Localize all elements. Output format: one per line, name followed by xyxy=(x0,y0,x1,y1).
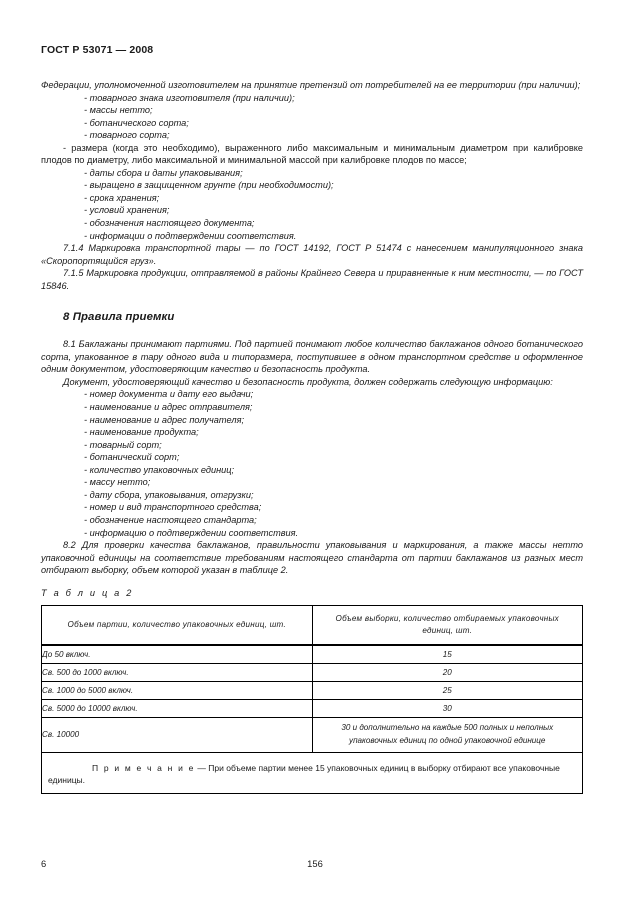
document-item: - товарный сорт; xyxy=(84,439,162,450)
cell-sample-size: 20 xyxy=(312,664,583,682)
document-item: - наименование и адрес отправителя; xyxy=(84,402,253,413)
document-item: - номер и вид транспортного средства; xyxy=(84,502,262,513)
marking-item: - условий хранения; xyxy=(84,205,170,216)
page-number: 6 xyxy=(41,858,47,869)
spacer xyxy=(41,577,583,587)
running-header-standard-designation: ГОСТ Р 53071 — 2008 xyxy=(41,44,154,56)
document-item: - ботанический сорт; xyxy=(84,452,180,463)
table-note-text: — При объеме партии менее 15 упаковочных единиц в выборку отбирают все упаковочные единицы. xyxy=(48,763,560,786)
document-item: - наименование и адрес получателя; xyxy=(84,414,245,425)
cell-lot-volume: Св. 5000 до 10000 включ. xyxy=(42,700,313,718)
marking-item: - обозначения настоящего документа; xyxy=(84,218,255,229)
document-item: - массу нетто; xyxy=(84,477,151,488)
cell-sample-size: 15 xyxy=(312,645,583,664)
marking-item: - товарного сорта; xyxy=(84,130,170,141)
marking-item: - массы нетто; xyxy=(84,105,153,116)
table-head xyxy=(42,606,583,646)
size-marking-paragraph: - размера (когда это необходимо), выраженного либо максимальным и минимальным диаметром при калибровке плодов по диаметру, либо максимальной и минимальной массой при калибровке плодов по массе; xyxy=(41,142,583,166)
document-item: - информацию о подтверждении соответствия. xyxy=(84,527,299,538)
continued-paragraph: Федерации, уполномоченной изготовителем на принятие претензий от потребителей на ее территории (при наличии); xyxy=(41,80,581,90)
document-item: - наименование продукта; xyxy=(84,427,199,438)
marking-item: - срока хранения; xyxy=(84,192,160,203)
cell-lot-volume: До 50 включ. xyxy=(42,645,313,664)
document-item: - количество упаковочных единиц; xyxy=(84,464,235,475)
cell-lot-volume: Св. 10000 xyxy=(42,718,313,753)
table-body xyxy=(42,645,583,794)
cell-sample-size: 25 xyxy=(312,682,583,700)
column-header-sample-size: Объем выборки, количество отбираемых упаковочных единиц, шт. xyxy=(312,606,583,646)
table-row xyxy=(42,645,583,664)
table-row xyxy=(42,700,583,718)
marking-item: - ботанического сорта; xyxy=(84,117,189,128)
sampling-table xyxy=(41,605,583,794)
spacer xyxy=(41,323,583,338)
marking-item: - товарного знака изготовителя (при наличии); xyxy=(84,92,295,103)
marking-item: - информации о подтверждении соответствия. xyxy=(84,230,297,241)
spacer xyxy=(41,292,583,311)
clause-8-2: 8.2 Для проверки качества баклажанов, правильности упаковывания и маркирования, а также массы нетто упаковочной единицы на соответствие требованиям настоящего стандарта от партии баклажанов из разных мест отбирают выборку, объем которой указан в таблице 2. xyxy=(41,540,583,576)
document-body-column xyxy=(41,79,583,794)
marking-item: - даты сбора и даты упаковывания; xyxy=(84,167,243,178)
document-item: - номер документа и дату его выдачи; xyxy=(84,389,254,400)
table-row xyxy=(42,718,583,753)
document-item: - дату сбора, упаковывания, отгрузки; xyxy=(84,489,254,500)
collection-page-number: 156 xyxy=(307,858,323,869)
table-row xyxy=(42,682,583,700)
clause-7-1-5: 7.1.5 Маркировка продукции, отправляемой в районы Крайнего Севера и приравненные к ним местности, — по ГОСТ 15846. xyxy=(41,268,583,291)
clause-7-1-4: 7.1.4 Маркировка транспортной тары — по ГОСТ 14192, ГОСТ Р 51474 с нанесением манипуляционного знака «Скоропортящийся груз». xyxy=(41,243,583,266)
table-note-row xyxy=(42,753,583,794)
table-header-row xyxy=(42,606,583,646)
cell-lot-volume: Св. 500 до 1000 включ. xyxy=(42,664,313,682)
document-requirements-intro: Документ, удостоверяющий качество и безопасность продукта, должен содержать следующую информацию: xyxy=(63,376,553,387)
section-heading-8: 8 Правила приемки xyxy=(63,311,175,324)
cell-sample-size: 30 и дополнительно на каждые 500 полных и неполных упаковочных единиц по одной упаковочной единице xyxy=(312,718,583,753)
cell-lot-volume: Св. 1000 до 5000 включ. xyxy=(42,682,313,700)
table-note-cell xyxy=(42,753,583,794)
table-row xyxy=(42,664,583,682)
cell-sample-size: 30 xyxy=(312,700,583,718)
clause-8-1: 8.1 Баклажаны принимают партиями. Под партией понимают любое количество баклажанов одного ботанического сорта, упакованное в тару одного вида и типоразмера, поступившее в одном транспортном средстве и оформленное одним документом, удостоверяющим качество и безопасность продукта. xyxy=(41,339,583,375)
column-header-lot-volume: Объем партии, количество упаковочных единиц, шт. xyxy=(42,606,313,646)
marking-item: - выращено в защищенном грунте (при необходимости); xyxy=(84,180,334,191)
table-caption: Т а б л и ц а 2 xyxy=(41,587,134,598)
table-note-label: П р и м е ч а н и е xyxy=(92,763,196,774)
document-item: - обозначение настоящего стандарта; xyxy=(84,514,257,525)
